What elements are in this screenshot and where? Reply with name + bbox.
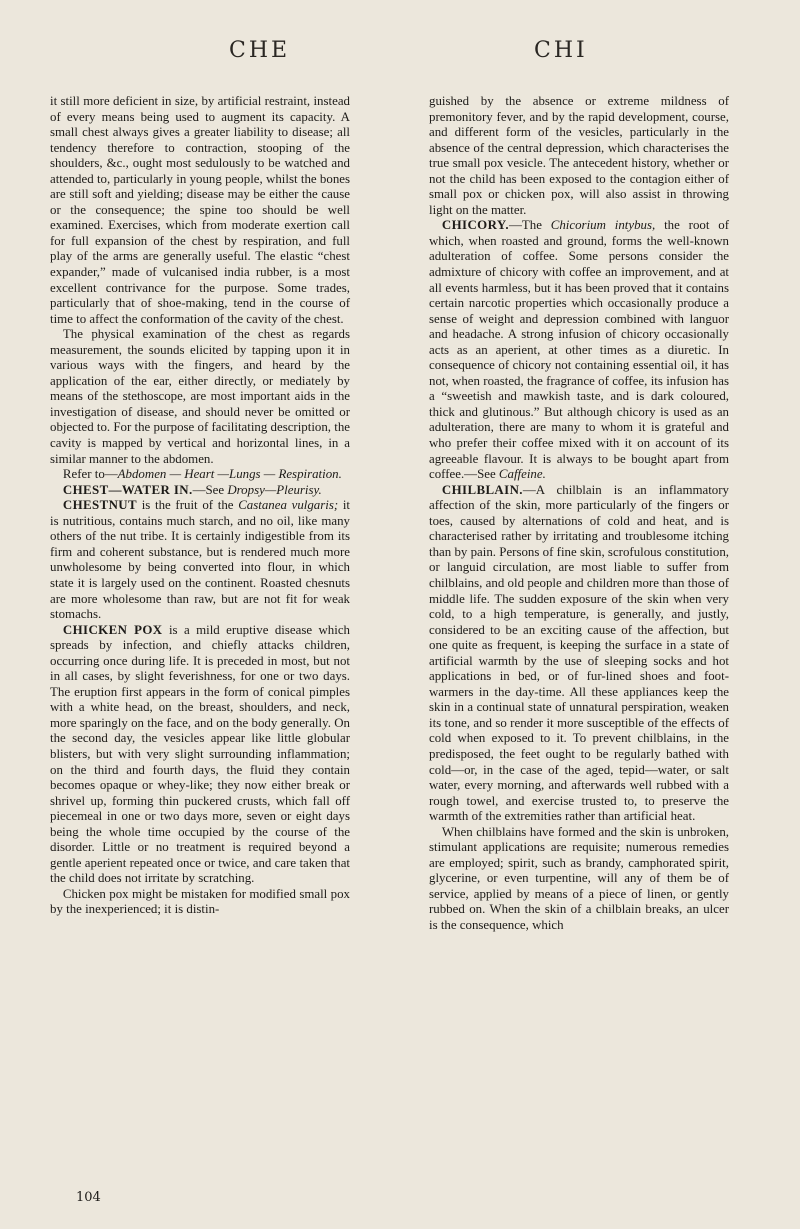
cross-references: Dropsy—Pleurisy. (227, 482, 322, 497)
entry-text: it is nutritious, contains much starch, and no oil, like many others of the nut tribe. It is certainly indigestible from its firm and coherent substance, but is rendered much more unwholesome by being converted into flour, in which state it is largely used on the continent. Roasted chesnuts are more wholesome than raw, but are not fit for weak stomachs. (50, 498, 350, 622)
entry-chestnut (50, 498, 350, 622)
entry-text: the root of which, when roasted and ground, forms the well-known adulteration of coffee. Some persons consider the admixture of chicory with coffee an improvement, and at all events harmless, but it has been proved that it contains certain narcotic properties which occasionally produce a sense of weight and depression combined with languor and headache. A strong infusion of chicory occasionally acts as an aperient, at other times as a diuretic. In consequence of chicory not containing essential oil, it has not, when roasted, the fragrance of coffee, its infusion has a “sweetish and mawkish taste, and is dark coloured, thick and glutinous.” But although chicory is used as an adulteration, there are many to whom it is grateful and who prefer their coffee mixed with it on account of its agreeable flavour. It is always to be bought apart from coffee.—See (429, 218, 730, 482)
headword-chicken-pox: CHICKEN POX (62, 622, 163, 637)
entry-text: is a mild eruptive disease which spreads by infection, and chiefly attacks children, occurring once during life. It is preceded in most, but not in all cases, by slight feverishness, for one or two days. The eruption first appears in the form of conical pimples with a white head, on the breast, shoulders, and neck, more sparingly on the face, and on the body generally. On the second day, the vesicles appear like little globular blisters, but with very slight surrounding inflammation; on the third and fourth days, the fluid they contain becomes opaque or whey-like; they now either break or shrivel up, forming thin puckered crusts, which fall off piecemeal in one or two days more, seven or eight days being the whole time occupied by the course of the disorder. Little or no treatment is required beyond a gentle aperient repeated once or twice, and care taken that the child does not irritate by scratching. (50, 622, 350, 886)
latin-name: Chicorium intybus, (550, 218, 656, 233)
running-head-left: CHE (229, 38, 291, 63)
paragraph-chicken-pox-diagnosis: Chicken pox might be mistaken for modified small pox by the inexperienced; it is distin- (50, 886, 350, 917)
running-head-right: CHI (534, 38, 588, 63)
paragraph-chest-examination: The physical examination of the chest as regards measurement, the sounds elicited by tapping upon it in various ways with the fingers, and heard by the application of the ear, either directly, or mediately by means of the stethoscope, are most important aids in the investigation of disease, and should never be omitted or objected to. For the purpose of facilitating description, the cavity is mapped by vertical and horizontal lines, in a similar manner to the abdomen. (50, 327, 350, 466)
paragraph-chest-continued: it still more deficient in size, by artificial restraint, instead of every means being used to augment its capacity. A small chest always gives a greater liability to disease; all tendency therefore to contraction, stooping of the shoulders, &c., ought most sedulously to be watched and attended to, particularly in young people, whilst the bones are still soft and yielding; disease may be either the cause or the consequence; the spine too should be well examined. Exercises, which from moderate exertion call for full expansion of the chest by respiration, and full play of the arms are generally useful. The elastic “chest expander,” made of vulcanised india rubber, is a most excellent contrivance for the purpose. Some trades, particularly that of shoe-making, tend in the course of time to affect the conformation of the cavity of the chest. (50, 94, 350, 326)
entry-chicory (429, 218, 729, 482)
entry-chest-water (50, 483, 350, 499)
headword-chilblain: CHILBLAIN. (441, 482, 523, 497)
entry-chicken-pox (50, 623, 350, 887)
page-number: 104 (76, 1190, 101, 1205)
entry-text: is the fruit of the (137, 498, 239, 513)
right-column (429, 94, 729, 934)
headword-chicory: CHICORY. (441, 218, 509, 233)
see-text: —See (192, 482, 225, 497)
entry-chilblain (429, 483, 729, 825)
paragraph-chicken-pox-continued: guished by the absence or extreme mildness of premonitory fever, and by the rapid development, course, and different form of the vesicles, particularly in the absence of the central depression, which characterises the true small pox vesicle. The antecedent history, whether or not the child has been exposed to the contagion either of small pox or chicken pox, will also assist in throwing light on the matter. (429, 94, 729, 217)
headword-chestnut: CHESTNUT (62, 498, 138, 513)
cross-reference: Caffeine. (498, 467, 546, 482)
refer-text: Refer to— (62, 467, 118, 482)
paragraph-chest-refer (50, 467, 350, 483)
left-column (50, 94, 350, 918)
cross-references: Abdomen — Heart —Lungs — Respiration. (117, 467, 342, 482)
headword-chest-water: CHEST—WATER IN. (62, 482, 193, 497)
entry-text: —The (508, 218, 551, 233)
entry-text: —A chilblain is an inflammatory affection of the skin, more particularly of the fingers or toes, caused by alternations of cold and heat, and is characterised rather by irritating and troublesome itching than by pain. Persons of fine skin, scrofulous constitution, or languid circulation, are most liable to suffer from chilblains, and old people and children more than those of middle life. The sudden exposure of the skin when very cold, to a high temperature, is generally, and justly, considered to be an exciting cause of the affection, but one quite as frequent, is keeping the surface in a state of artificial warmth by the use of sleeping socks and hot applications in bed, or of fur-lined shoes and foot-warmers in the day-time. All these appliances keep the skin in a continual state of unnatural perspiration, weaken its tone, and so render it more susceptible of the effects of cold when exposed to it. To prevent chilblains, in the predisposed, the feet ought to be regularly bathed with cold—or, in the case of the aged, tepid—water, or salt water, every morning, and afterwards well rubbed with a rough towel, and exercise trusted to, to preserve the warmth of the extremities rather than artificial heat. (429, 482, 729, 824)
paragraph-chilblain-treatment: When chilblains have formed and the skin is unbroken, stimulant applications are requisite; numerous remedies are employed; spirit, such as brandy, camphorated spirit, glycerine, or even turpentine, will any of them be of service, applied by means of a piece of linen, or gently rubbed on. When the skin of a chilblain breaks, an ulcer is the consequence, which (429, 824, 729, 932)
latin-name: Castanea vulgaris; (238, 498, 339, 513)
